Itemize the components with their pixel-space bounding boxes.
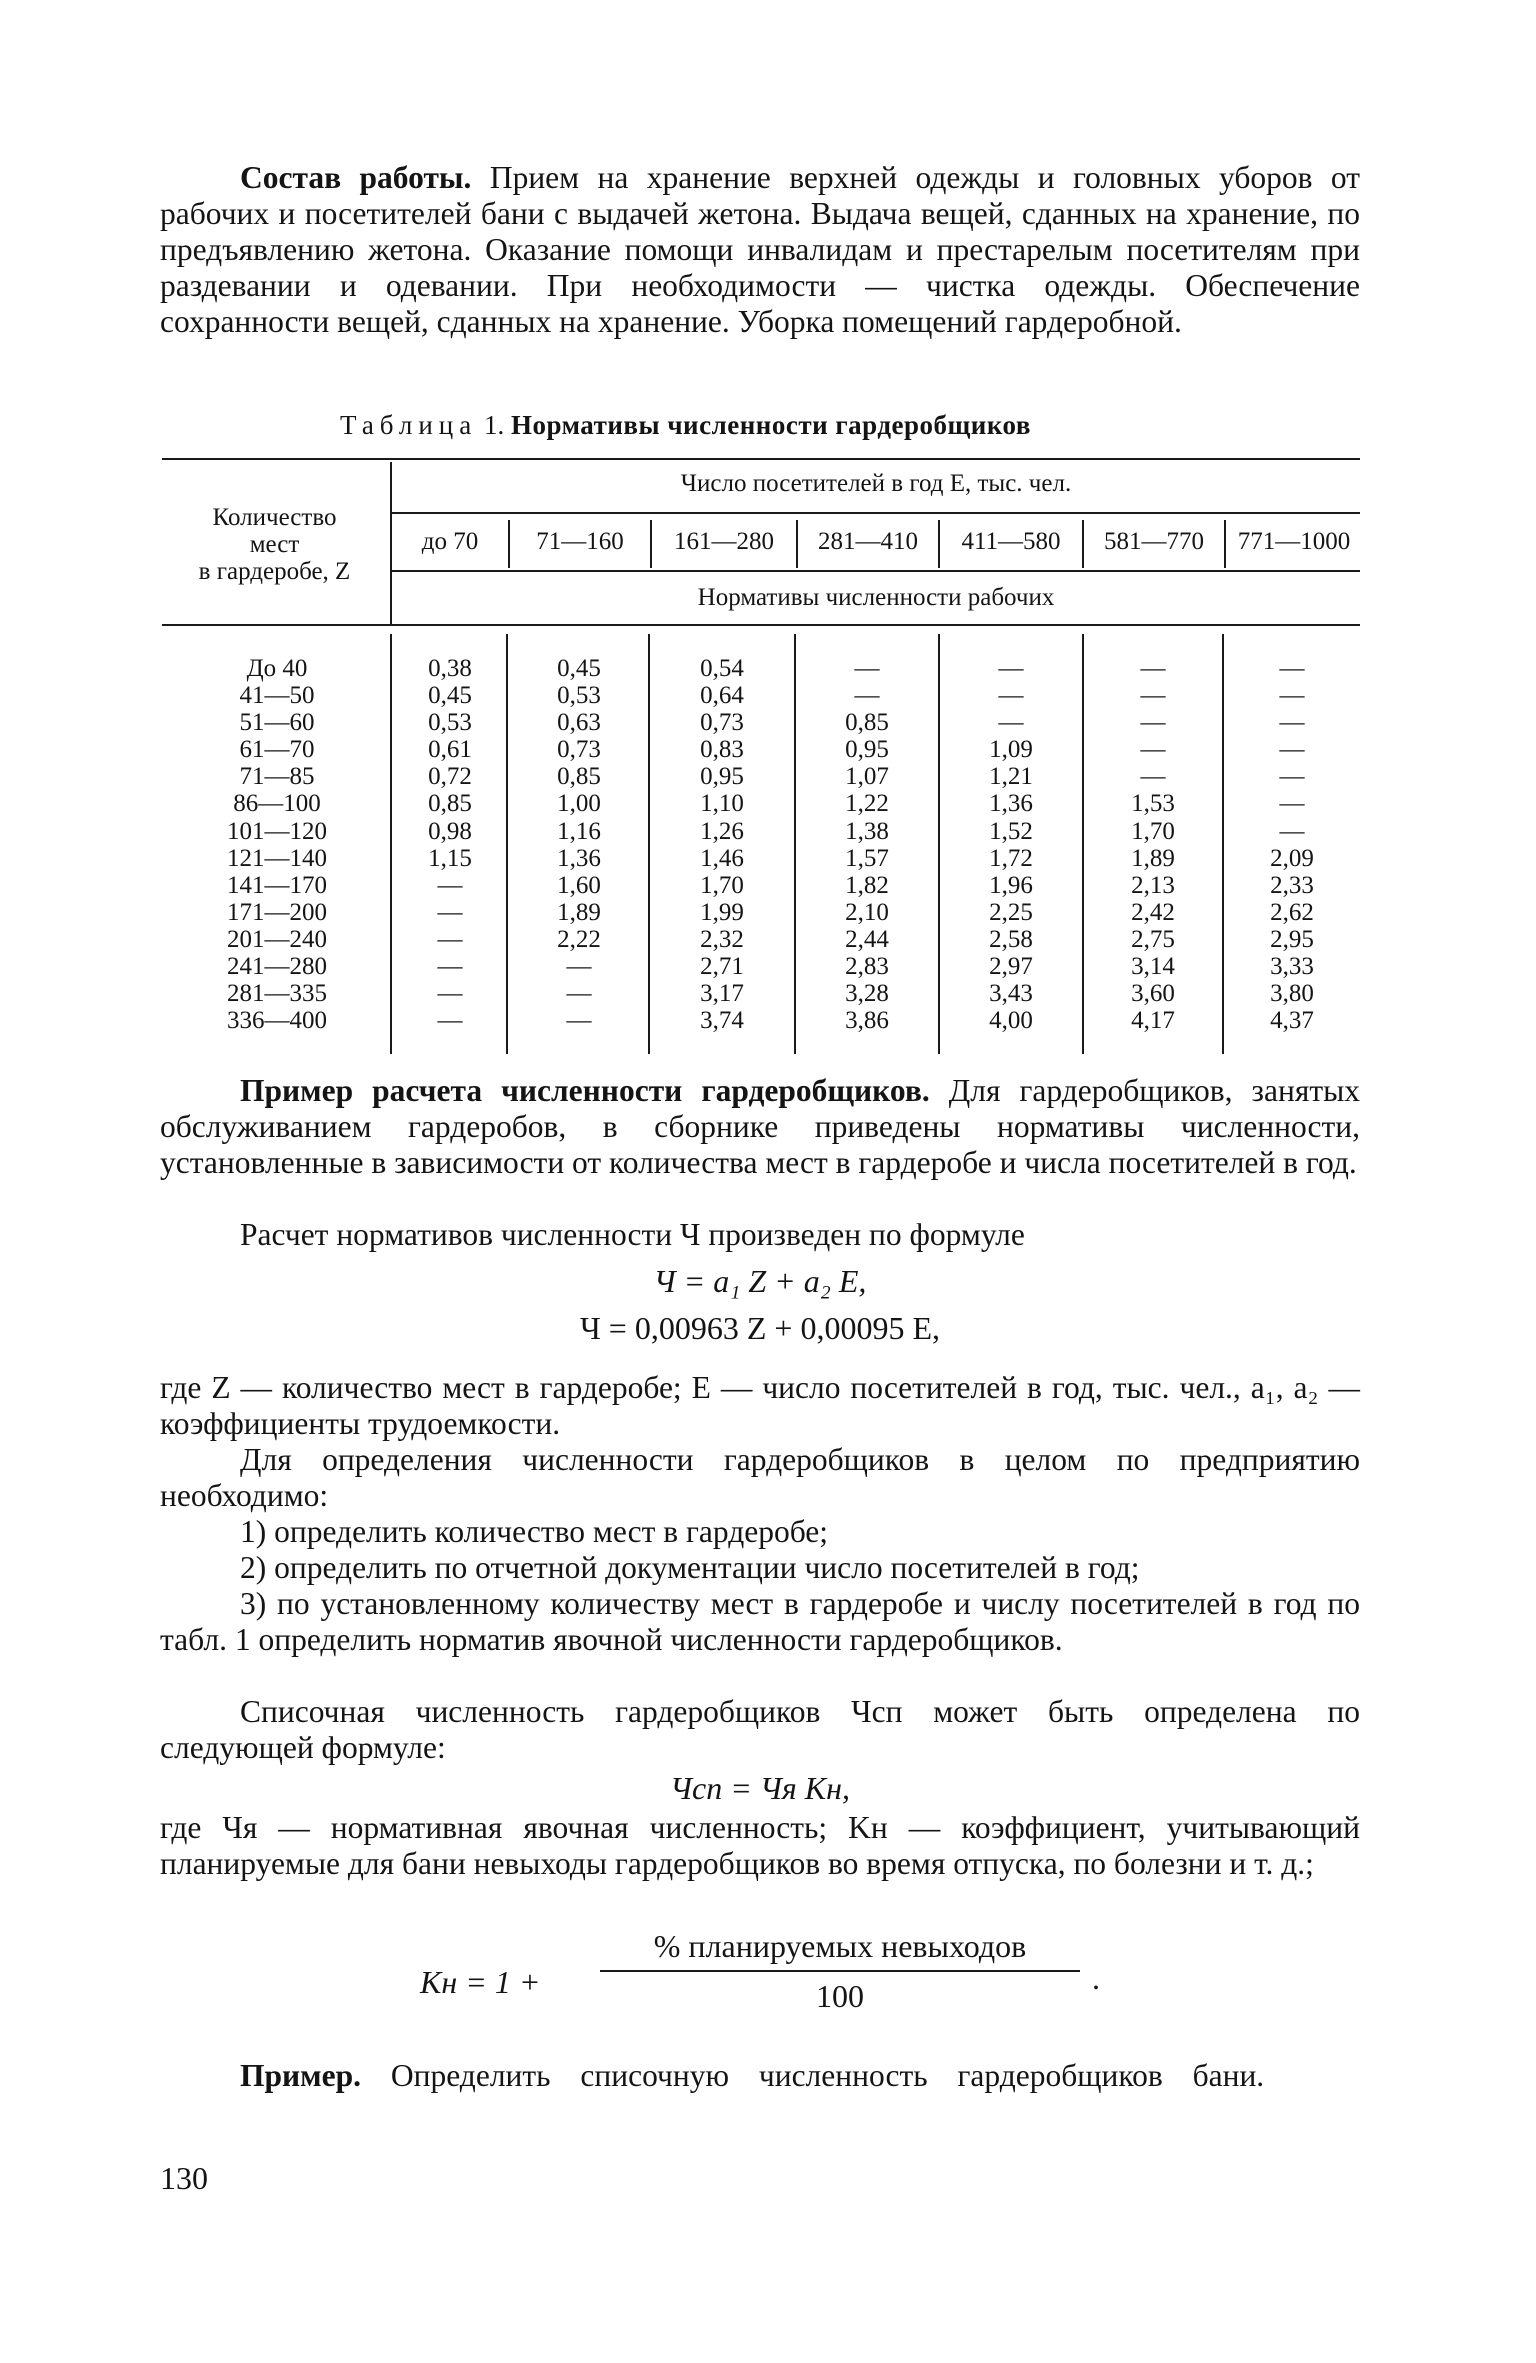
table-subheader-rule	[392, 570, 1360, 572]
table-cell: —	[998, 709, 1024, 737]
table-cell: 1,22	[845, 790, 889, 818]
row-label: 141—170	[227, 871, 327, 899]
table-cell: 0,38	[428, 655, 472, 682]
formula-4-lhs: Kн = 1 +	[420, 1964, 541, 2000]
example1-title: Пример расчета численности гардеробщиков.	[240, 1073, 930, 1108]
column-header: до 70	[421, 528, 479, 555]
table-cell: 0,98	[428, 817, 472, 845]
table-cell: —	[854, 655, 880, 682]
column-header: 411—580	[961, 528, 1061, 555]
table-cell: —	[437, 871, 463, 899]
table-cell: 3,17	[700, 980, 744, 1008]
table-caption-prefix: Таблица	[340, 410, 478, 440]
sub-header: Нормативы численности рабочих	[697, 584, 1055, 611]
intro-paragraph	[160, 160, 1360, 340]
steps-intro: Для определения численности гардеробщиков в целом по предприятию необходимо:	[160, 1442, 1360, 1513]
formula-4-numerator: % планируемых невыходов	[653, 1928, 1027, 1964]
table-cell: —	[1140, 655, 1166, 682]
table-cell: 1,52	[989, 817, 1033, 845]
table-cell: 4,00	[989, 1007, 1033, 1035]
table-cell: 0,83	[700, 736, 744, 764]
values-column-4	[796, 655, 938, 1034]
table-cell: 1,38	[845, 817, 889, 845]
table-cell: 0,95	[845, 736, 889, 764]
table-cell: —	[566, 1007, 592, 1035]
intro-text: Прием на хранение верхней одежды и головных уборов от рабочих и посетителей бани с выдачей жетона. Выдача вещей, сданных на хранение, по предъявлению жетона. Оказание помощи инвалидам и престарелым посетителям при раздевании и одевании. При необходимости — чистка одежды. Обеспечение сохранности вещей, сданных на хранение. Уборка помещений гардеробной.	[160, 160, 1361, 339]
table-cell: 1,72	[989, 844, 1033, 872]
table-cell: 2,25	[989, 898, 1033, 926]
column-header: 161—280	[674, 528, 774, 555]
column-header: 71—160	[536, 528, 624, 555]
row-header-line-2: мест	[249, 531, 300, 558]
row-label: 51—60	[239, 709, 315, 737]
table-cell: 2,10	[845, 898, 889, 926]
table-cell: —	[1279, 709, 1305, 737]
table-cell: 3,60	[1131, 980, 1175, 1008]
table-cell: —	[1279, 817, 1305, 845]
table-cell: 4,37	[1270, 1007, 1314, 1035]
row-labels-column	[172, 655, 382, 1034]
intro-title: Состав работы.	[240, 160, 472, 195]
row-label: 241—280	[227, 953, 327, 981]
row-label: 336—400	[227, 1007, 327, 1035]
table-caption-title: Нормативы численности гардеробщиков	[510, 410, 1031, 440]
table-cell: 4,17	[1131, 1007, 1175, 1035]
table-cell: —	[566, 953, 592, 981]
row-label: 171—200	[227, 898, 327, 926]
example1-paragraph	[160, 1073, 1360, 1181]
table-cell: 1,15	[428, 844, 472, 872]
calc-intro: Расчет нормативов численности Ч произведен по формуле	[240, 1217, 1025, 1252]
table-cell: 1,09	[989, 736, 1033, 764]
example2-text: Определить списочную численность гардеробщиков бани.	[390, 2058, 1265, 2093]
table-cell: 3,74	[700, 1007, 744, 1035]
table-cell: 1,46	[700, 844, 744, 872]
table-cell: 1,36	[989, 790, 1033, 818]
row-label: 41—50	[239, 682, 315, 710]
table-cell: 0,85	[428, 790, 472, 818]
group-header: Число посетителей в год E, тыс. чел.	[680, 470, 1072, 497]
step-item: 1) определить количество мест в гардеробе;	[240, 1514, 829, 1549]
where-1: где Z — количество мест в гардеробе; E — число посетителей в год, тыс. чел., a₁, a₂ — коэффициенты трудоемкости.	[160, 1370, 1360, 1441]
row-label: 101—120	[227, 817, 327, 845]
table-top-rule	[162, 458, 1360, 460]
table-cell: 1,70	[700, 871, 744, 899]
row-label: 61—70	[239, 736, 315, 764]
formula-4-denominator: 100	[816, 1978, 864, 2014]
row-header	[162, 504, 387, 585]
row-header-line-3: в гардеробе, Z	[198, 558, 351, 585]
table-cell: 2,33	[1270, 871, 1314, 899]
table-cell: 2,58	[989, 925, 1033, 953]
table-cell: 2,44	[845, 925, 889, 953]
table-cell: —	[854, 682, 880, 710]
table-cell: 2,62	[1270, 898, 1314, 926]
table-cell: 1,99	[700, 898, 744, 926]
example2-title: Пример.	[240, 2058, 362, 2093]
table-cell: —	[1279, 736, 1305, 764]
table-cell: 1,82	[845, 871, 889, 899]
row-label: 71—85	[239, 763, 315, 791]
row-label: 121—140	[227, 844, 327, 872]
table-cell: 3,33	[1270, 953, 1314, 981]
table-cell: 0,72	[428, 763, 472, 791]
table-cell: 0,85	[845, 709, 889, 737]
where-2: где Чя — нормативная явочная численность; Kн — коэффициент, учитывающий планируемые для бани невыходы гардеробщиков во время отпуска, по болезни и т. д.;	[160, 1810, 1360, 1881]
table-cell: 2,22	[557, 925, 601, 953]
table-cell: 1,57	[845, 844, 889, 872]
table-caption-number: 1.	[483, 410, 505, 440]
table-cell: 3,80	[1270, 980, 1314, 1008]
table-cell: 0,45	[557, 655, 601, 682]
list-intro: Списочная численность гардеробщиков Чсп может быть определена по следующей формуле:	[160, 1694, 1360, 1765]
table-group-rule	[392, 512, 1360, 514]
table-cell: 0,73	[700, 709, 744, 737]
row-header-line-1: Количество	[212, 504, 337, 531]
table-cell: —	[1279, 790, 1305, 818]
table-cell: —	[1279, 763, 1305, 791]
table-cell: 0,63	[557, 709, 601, 737]
values-column-1	[392, 655, 508, 1034]
formula-1: Ч = a₁ Z + a₂ E,	[653, 1263, 867, 1299]
table-cell: 2,83	[845, 953, 889, 981]
table-cell: 0,45	[428, 682, 472, 710]
table-cell: 1,96	[989, 871, 1033, 899]
table-cell: 2,42	[1131, 898, 1175, 926]
step-item: 3) по установленному количеству мест в гардеробе и числу посетителей в год по табл. 1 определить норматив явочной численности гардеробщиков.	[160, 1586, 1360, 1657]
row-label: 281—335	[227, 980, 327, 1008]
table-cell: 1,07	[845, 763, 889, 791]
table-cell: 1,60	[557, 871, 601, 899]
table-cell: —	[566, 980, 592, 1008]
table-cell: 1,26	[700, 817, 744, 845]
table-cell: —	[998, 682, 1024, 710]
table-cell: 0,61	[428, 736, 472, 764]
formula-3: Чсп = Чя Kн,	[670, 1770, 850, 1806]
table-cell: 2,13	[1131, 871, 1175, 899]
table-cell: 2,09	[1270, 844, 1314, 872]
column-header: 581—770	[1104, 528, 1204, 555]
table-cell: 2,32	[700, 925, 744, 953]
table-cell: 2,97	[989, 953, 1033, 981]
table-cell: 1,89	[1131, 844, 1175, 872]
table-cell: 1,00	[557, 790, 601, 818]
table-cell: 3,28	[845, 980, 889, 1008]
table-cell: —	[1279, 682, 1305, 710]
table-cell: 0,53	[557, 682, 601, 710]
table-cell: 0,64	[700, 682, 744, 710]
table-cell: 1,10	[700, 790, 744, 818]
table-cell: 1,70	[1131, 817, 1175, 845]
column-header: 771—1000	[1237, 528, 1351, 555]
table-cell: —	[1279, 655, 1305, 682]
table-cell: 0,85	[557, 763, 601, 791]
table-cell: —	[437, 980, 463, 1008]
table-cell: 2,95	[1270, 925, 1314, 953]
values-column-7	[1224, 655, 1360, 1034]
table-cell: —	[1140, 709, 1166, 737]
table-cell: 0,54	[700, 655, 744, 682]
row-label: До 40	[246, 655, 308, 682]
table-cell: —	[998, 655, 1024, 682]
table-cell: 1,89	[557, 898, 601, 926]
step-item: 2) определить по отчетной документации число посетителей в год;	[240, 1550, 1140, 1585]
table-caption	[340, 410, 1031, 441]
table-cell: 1,36	[557, 844, 601, 872]
values-column-6	[1084, 655, 1222, 1034]
table-cell: 0,73	[557, 736, 601, 764]
column-header: 281—410	[818, 528, 918, 555]
table-cell: 3,86	[845, 1007, 889, 1035]
table-cell: 1,16	[557, 817, 601, 845]
page-number: 130	[160, 2160, 208, 2196]
row-label: 86—100	[233, 790, 321, 818]
table-cell: 3,14	[1131, 953, 1175, 981]
table-cell: —	[437, 898, 463, 926]
table-cell: 0,53	[428, 709, 472, 737]
table-cell: —	[437, 953, 463, 981]
formula-4-end: .	[1092, 1960, 1100, 1996]
table-header-bottom-rule	[162, 624, 1360, 626]
table-cell: 0,95	[700, 763, 744, 791]
example1-text: Для гардеробщиков, занятых обслуживанием гардеробов, в сборнике приведены нормативы численности, установленные в зависимости от количества мест в гардеробе и числа посетителей в год.	[160, 1073, 1361, 1180]
table-cell: —	[1140, 736, 1166, 764]
table-cell: 1,53	[1131, 790, 1175, 818]
steps-list	[160, 1514, 1360, 1658]
row-label: 201—240	[227, 925, 327, 953]
table-cell: 3,43	[989, 980, 1033, 1008]
example2-paragraph	[160, 2058, 1360, 2094]
table-cell: 1,21	[989, 763, 1033, 791]
formula-2: Ч = 0,00963 Z + 0,00095 E,	[580, 1310, 940, 1346]
values-column-3	[650, 655, 794, 1034]
table-cell: —	[1140, 763, 1166, 791]
table-cell: 2,71	[700, 953, 744, 981]
table-cell: 2,75	[1131, 925, 1175, 953]
table-cell: —	[437, 1007, 463, 1035]
table-cell: —	[1140, 682, 1166, 710]
values-column-5	[940, 655, 1082, 1034]
table-cell: —	[437, 925, 463, 953]
fraction-bar	[600, 1970, 1080, 1972]
values-column-2	[510, 655, 648, 1034]
